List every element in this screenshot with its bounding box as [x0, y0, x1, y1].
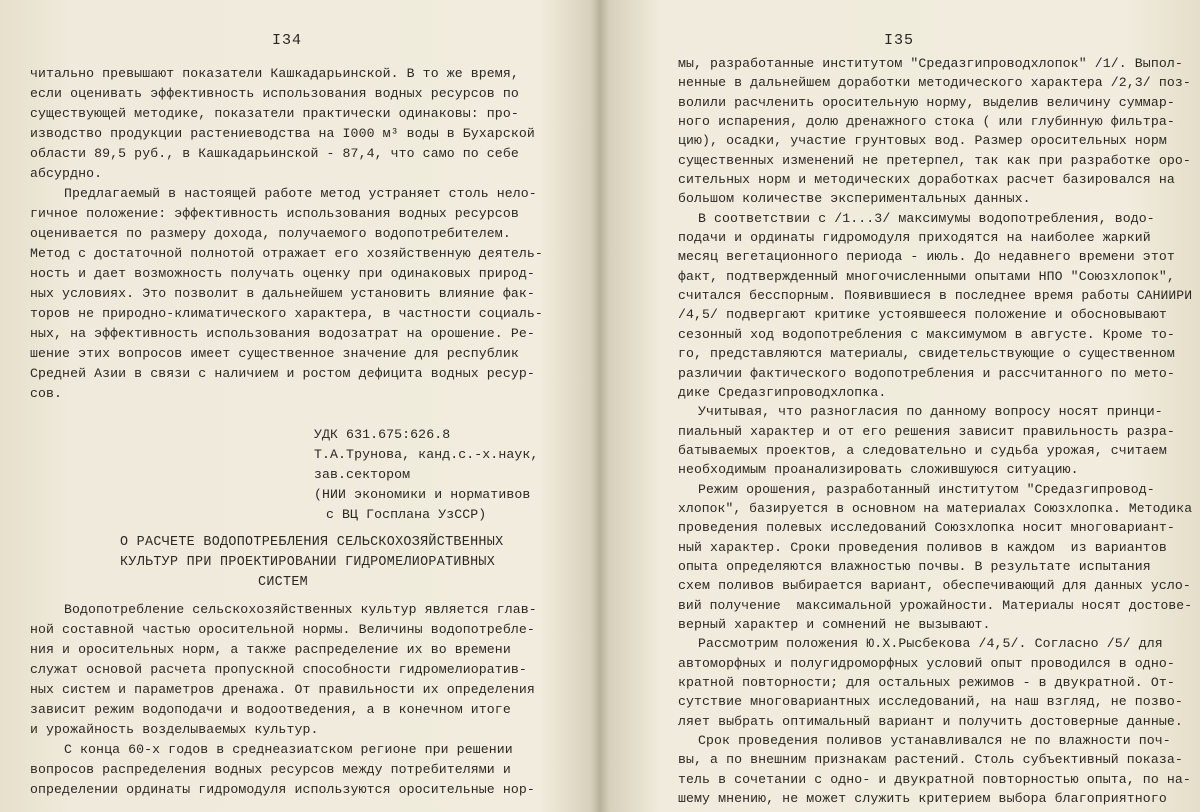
text-line: пиальный характер и от его решения зависит правильность разра- [678, 423, 1175, 439]
text-line: оценивается по размеру дохода, получаемого водопотребителем. [30, 226, 511, 241]
text-line: считался бесспорным. Появившиеся в последнее время работы САНИИРИ [678, 288, 1193, 304]
text-line: Срок проведения поливов устанавливался не по влажности поч- [698, 733, 1171, 748]
text-line: вий получение максимальной урожайности. Материалы носят достове- [678, 597, 1193, 613]
text-line: автоморфных и полугидроморфных условий опыт проводился в одно- [678, 655, 1175, 671]
text-line: /4,5/ подвергают критике устоявшееся положение и обосновывают [678, 307, 1167, 323]
text-line: сутствие многовариантных исследований, на наш взгляд, не позво- [678, 694, 1183, 710]
text-line: сительных норм и методических доработках расчет базировался на [678, 172, 1175, 188]
text-line: сов. [30, 386, 63, 401]
text-line: читально превышают показатели Кашкадарьинской. В то же время, [30, 66, 519, 81]
title-line: КУЛЬТУР ПРИ ПРОЕКТИРОВАНИИ ГИДРОМЕЛИОРАТИВНЫХ [120, 555, 496, 570]
text-line: батываемых проектов, а следовательно и судьба урожая, считаем [678, 442, 1167, 458]
text-line: ных систем и параметров дренажа. От правильности их определения [30, 682, 535, 697]
text-line: тель в сочетании с одно- и двукратной повторностью опыта, по на- [678, 771, 1191, 787]
text-line: существующей методике, показатели практически одинаковы: про- [30, 106, 519, 121]
text-line: мы, разработанные институтом "Средазгипроводхлопок" /1/. Выпол- [678, 56, 1183, 71]
text-line: абсурдно. [30, 166, 103, 181]
text-line: и урожайность возделываемых культур. [30, 722, 319, 737]
text-line: шение этих вопросов имеет существенное значение для республик [30, 346, 519, 361]
text-line: различии фактического водопотребления и рассчитанного по мето- [678, 365, 1175, 381]
text-line: вопросов распределения водных ресурсов между потребителями и [30, 762, 511, 777]
text-line: опыта определяются влажностью почвы. В результате испытания [678, 558, 1151, 574]
text-line: верный характер и сомнений не вызывают. [678, 616, 991, 632]
text-line: большом количестве экспериментальных данных. [678, 191, 1031, 207]
right-page [602, 0, 1200, 812]
text-line: если оценивать эффективность использования водных ресурсов по [30, 86, 519, 101]
author-name: Т.А.Трунова, канд.с.-х.наук, [314, 447, 539, 462]
text-line: определении ординаты гидромодуля используются оросительные нор- [30, 782, 535, 797]
text-line: служат основой расчета пропускной способности гидромелиоратив- [30, 662, 527, 677]
text-line: Предлагаемый в настоящей работе метод устраняет столь нело- [64, 186, 537, 201]
text-line: ной составной частью оросительной нормы. Величины водопотребле- [30, 622, 535, 637]
text-line: области 89,5 руб., в Кашкадарьинской - 87,4, что само по себе [30, 146, 519, 161]
text-line: ный характер. Сроки проведения поливов в каждом из вариантов [678, 539, 1167, 555]
text-line: ния и оросительных норм, а также распределение их во времени [30, 642, 511, 657]
udc-code: УДК 631.675:626.8 [314, 427, 451, 442]
text-line: волили расчленить оросительную норму, выделив величину суммар- [678, 94, 1175, 110]
text-line: В соответствии с /1...3/ максимумы водопотребления, водо- [698, 210, 1155, 226]
text-line: ных, на эффективность использования водозатрат на орошение. Ре- [30, 326, 535, 341]
text-line: Водопотребление сельскохозяйственных культур является глав- [64, 602, 537, 617]
page-number: I34 [272, 32, 303, 49]
text-line: факт, подтвержденный многочисленными опытами НПО "Союзхлопок", [678, 268, 1175, 284]
author-affiliation: (НИИ экономики и нормативов [314, 487, 531, 502]
text-line: ного испарения, долю дренажного стока ( или глубинную фильтра- [678, 114, 1175, 129]
text-line: существенных изменений не претерпел, так как при разработке оро- [678, 152, 1191, 168]
text-line: Метод с достаточной полнотой отражает его хозяйственную деятель- [30, 246, 543, 261]
text-line: подачи и ординаты гидромодуля приходятся на наиболее жаркий [678, 230, 1151, 246]
text-line: цию), осадки, участие грунтовых вод. Размер оросительных норм [678, 133, 1167, 149]
text-line: го, представляются материалы, свидетельствующие о существенном [678, 346, 1175, 362]
title-line: СИСТЕМ [258, 575, 309, 590]
text-line: Средней Азии в связи с наличием и ростом дефицита водных ресур- [30, 366, 535, 381]
text-line: Рассмотрим положения Ю.Х.Рысбекова /4,5/. Согласно /5/ для [698, 636, 1163, 652]
text-line: шему мнению, не может служить критерием выбора благоприятного [678, 791, 1167, 806]
text-line: торов не природно-климатического характера, в частности социаль- [30, 306, 543, 321]
author-position: зав.сектором [314, 467, 411, 482]
text-line: зависит режим водоподачи и водоотведения, а в конечном итоге [30, 702, 511, 717]
author-affiliation: с ВЦ Госплана УзССР) [326, 507, 487, 522]
text-line: С конца 60-х годов в среднеазиатском регионе при решении [64, 742, 513, 757]
text-line: гичное положение: эффективность использования водных ресурсов [30, 206, 519, 221]
text-line: ных условиях. Это позволит в дальнейшем установить влияние фак- [30, 286, 535, 301]
text-line: сезонный ход водопотребления с максимумом в августе. Кроме то- [678, 326, 1175, 342]
page-number: I35 [884, 32, 915, 49]
text-line: необходимым проанализировать сложившуюся ситуацию. [678, 462, 1079, 478]
text-line: кратной повторности; для остальных режимов - в двукратной. От- [678, 674, 1175, 690]
text-line: схем поливов выбирается вариант, обеспечивающий для данных усло- [678, 578, 1191, 594]
text-line: изводство продукции растениеводства на I000 м³ воды в Бухарской [30, 126, 535, 141]
text-line: ность и дает возможность получать оценку при одинаковых природ- [30, 266, 535, 281]
text-line: Учитывая, что разногласия по данному вопросу носят принци- [698, 404, 1163, 420]
title-line: О РАСЧЕТЕ ВОДОПОТРЕБЛЕНИЯ СЕЛЬСКОХОЗЯЙСТВЕННЫХ [120, 535, 504, 550]
text-line: дике Средазгипроводхлопка. [678, 384, 887, 400]
text-line: ненные в дальнейшем доработки методического характера /2,3/ поз- [678, 75, 1191, 91]
text-line: месяц вегетационного периода - июль. До недавнего времени этот [678, 249, 1175, 265]
left-page [0, 0, 598, 812]
text-line: вы, а по внешним признакам растений. Столь субъективный показа- [678, 752, 1183, 768]
text-line: проведения полевых исследований Союзхлопка носит многовариант- [678, 520, 1175, 536]
text-line: Режим орошения, разработанный институтом "Средазгипровод- [698, 481, 1155, 497]
text-line: хлопок", базируется в основном на материалах Союзхлопка. Методика [678, 500, 1193, 516]
text-line: ляет выбрать оптимальный вариант и получить достоверные данные. [678, 713, 1183, 729]
